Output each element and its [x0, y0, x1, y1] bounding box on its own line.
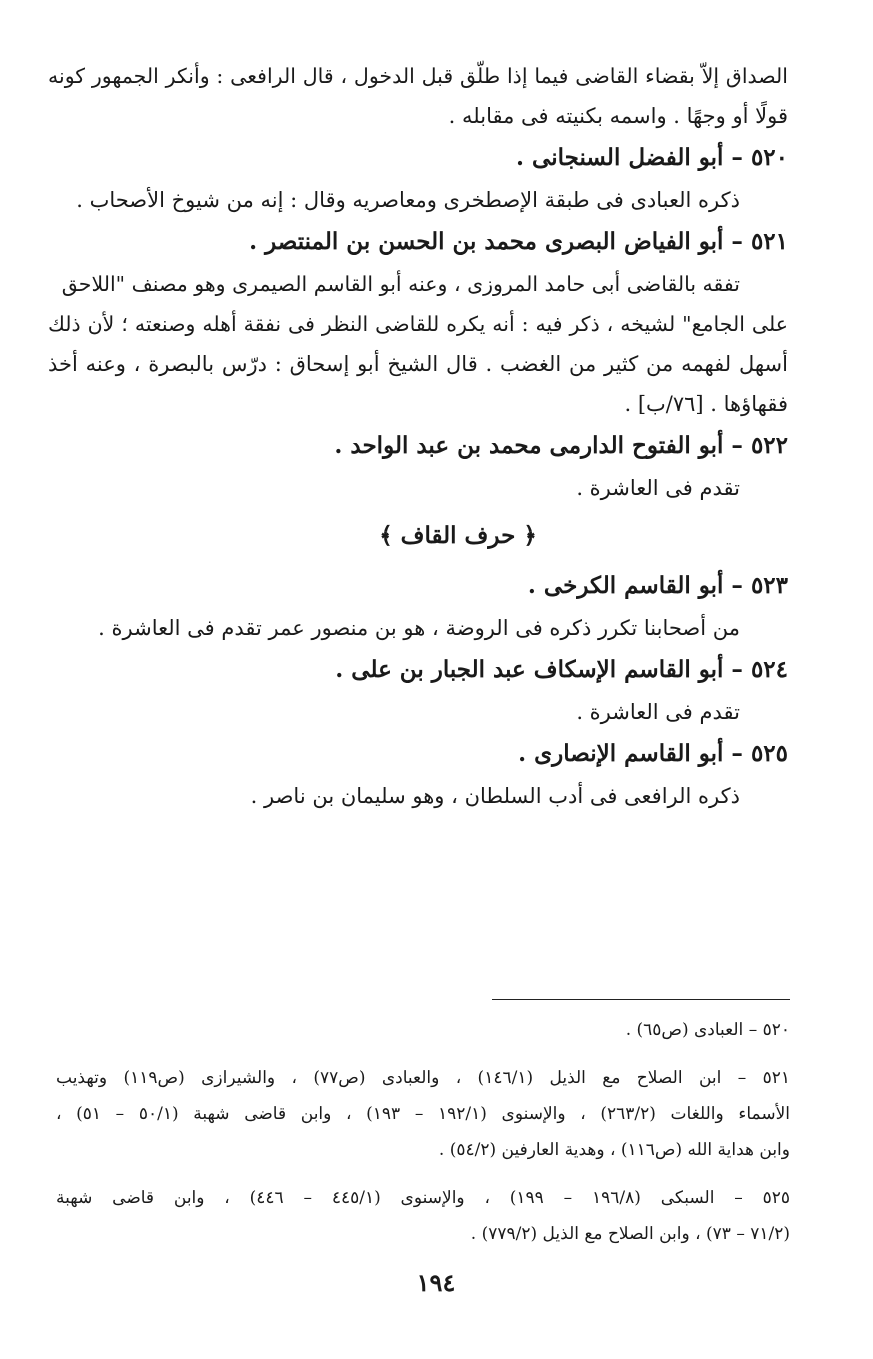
entry-title: ٥٢٣ – أبو القاسم الكرخى . [527, 572, 788, 599]
section-heading: ﴿ حرف القاف ﴾ [379, 522, 537, 549]
text-line: على الجامع" لشيخه ، ذكر فيه : أنه يكره للقاضى النظر فى نفقة أهله وصنعته ؛ لأن ذلك [48, 312, 788, 336]
footnote-line: (٧١/٢ – ٧٣) ، وابن الصلاح مع الذيل (٧٧٩/٢) . [470, 1224, 790, 1244]
text-line: قولًا أو وجهًا . واسمه بكنيته فى مقابله . [448, 104, 788, 128]
text-line: ذكره العبادى فى طبقة الإصطخرى ومعاصريه وقال : إنه من شيوخ الأصحاب . [76, 188, 740, 212]
text-line: فقهاؤها . [٧٦/ب] . [624, 392, 788, 416]
footnote-line: ٥٢٥ – السبكى (١٩٦/٨ – ١٩٩) ، والإسنوى (٤٤٥/١ – ٤٤٦) ، وابن قاضى شهبة [56, 1188, 790, 1208]
footnotes [56, 1012, 790, 1252]
text-line: من أصحابنا تكرر ذكره فى الروضة ، هو بن منصور عمر تقدم فى العاشرة . [98, 616, 740, 640]
footnote-line: الأسماء واللغات (٢٦٣/٢) ، والإسنوى (١٩٢/١ – ١٩٣) ، وابن قاضى شهبة (٥٠/١ – ٥١) ، [56, 1104, 790, 1124]
footnote-line: ٥٢٠ – العبادى (ص٦٥) . [625, 1020, 790, 1040]
footnote-line: ٥٢١ – ابن الصلاح مع الذيل (١٤٦/١) ، والعبادى (ص٧٧) ، والشيرازى (ص١١٩) وتهذيب [56, 1068, 790, 1088]
footnote-line: وابن هداية الله (ص١١٦) ، وهدية العارفين (٥٤/٢) . [438, 1140, 790, 1160]
text-line: تقدم فى العاشرة . [576, 476, 740, 500]
main-text [48, 56, 788, 816]
entry-title: ٥٢١ – أبو الفياض البصرى محمد بن الحسن بن المنتصر . [249, 228, 788, 255]
text-line: أسهل لفهمه من كثير من الغضب . قال الشيخ أبو إسحاق : درّس بالبصرة ، وعنه أخذ [48, 352, 788, 376]
text-line: الصداق إلاّ بقضاء القاضى فيما إذا طلّق قبل الدخول ، قال الرافعى : وأنكر الجمهور كونه [48, 64, 788, 88]
entry-title: ٥٢٠ – أبو الفضل السنجانى . [516, 144, 788, 171]
entry-title: ٥٢٤ – أبو القاسم الإسكاف عبد الجبار بن على . [335, 656, 788, 683]
entry-title: ٥٢٢ – أبو الفتوح الدارمى محمد بن عبد الواحد . [334, 432, 788, 459]
text-line: تقدم فى العاشرة . [576, 700, 740, 724]
entry-title: ٥٢٥ – أبو القاسم الإنصارى . [518, 740, 788, 767]
page-number: ١٩٤ [416, 1268, 456, 1297]
text-line: تفقه بالقاضى أبى حامد المروزى ، وعنه أبو القاسم الصيمرى وهو مصنف "اللاحق [61, 272, 740, 296]
footnote-separator [492, 999, 790, 1000]
text-line: ذكره الرافعى فى أدب السلطان ، وهو سليمان بن ناصر . [250, 784, 740, 808]
